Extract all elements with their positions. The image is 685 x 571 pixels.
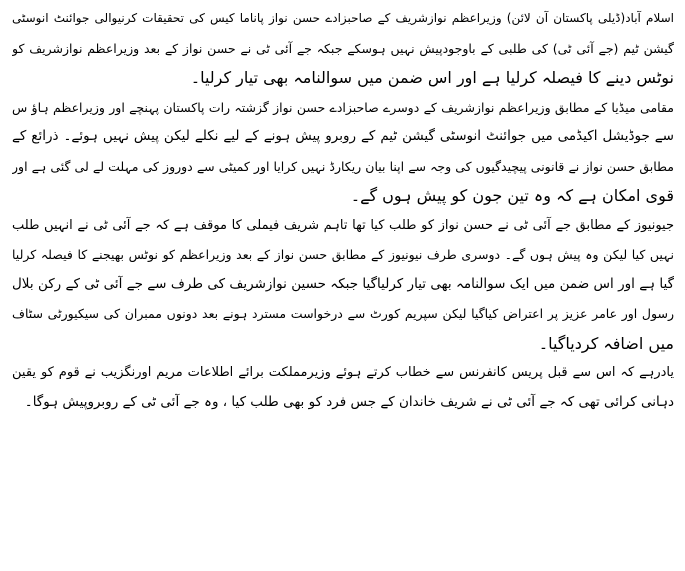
text-line: مطابق حسن نواز نے قانونی پیچیدگیوں کی وجہ سے اپنا بیان ریکارڈ نہیں کرایا اور کمیٹی سے دوروز کی مہلت لے لی گئی ہے اور <box>12 158 674 174</box>
text-line: سے جوڈیشل اکیڈمی میں جوائنٹ انوسٹی گیشن ٹیم کے روبرو پیش ہونے کے لیے نکلے لیکن پیش نہیں ہوئے۔ ذرائع کے <box>12 128 674 144</box>
text-line: یادرہے کہ اس سے قبل پریس کانفرنس سے خطاب کرتے ہوئے وزیرمملکت برائے اطلاعات مریم اورنگزیب نے قوم کو یقین <box>12 365 674 380</box>
article-paragraph <box>12 211 674 359</box>
article-paragraph <box>12 93 674 211</box>
text-line: گیشن ٹیم (جے آئی ٹی) کی طلبی کے باوجودپیش نہیں ہوسکے جبکہ جے آئی ٹی نے حسن نواز کے بعد وزیراعظم نوازشریف کو <box>12 40 674 56</box>
text-line: دہانی کرائی تھی کہ جے آئی ٹی نے شریف خاندان کے جس فرد کو بھی طلب کیا ، وہ جے آئی ٹی کے روبروپیش ہوگا۔ <box>24 393 674 410</box>
text-line: جیونیوز کے مطابق جے آئی ٹی نے حسن نواز کو طلب کیا تھا تاہم شریف فیملی کا موقف ہے کہ جے آئی ٹی نے انہیں طلب <box>12 217 674 233</box>
text-line: اسلام آباد(ڈیلی پاکستان آن لائن) وزیراعظم نوازشریف کے صاحبزادے حسن نواز پاناما کیس کی تحقیقات کرنیوالی جوائنٹ انوسٹی <box>12 11 674 25</box>
text-line: مقامی میڈیا کے مطابق وزیراعظم نوازشریف کے دوسرے صاحبزادے حسن نواز گزشتہ رات پاکستان پہنچے اور وزیراعظم ہاؤ س <box>12 99 674 115</box>
article-paragraph <box>12 358 674 417</box>
text-line: نہیں کیا لیکن وہ پیش ہوں گے۔ دوسری طرف نیونیوز کے مطابق حسن نواز کے بعد وزیراعظم کو نوٹس بھیجنے کا فیصلہ کرلیا <box>12 247 674 262</box>
text-line: گیا ہے اور اس ضمن میں ایک سوالنامہ بھی تیار کرلیاگیا جبکہ حسین نوازشریف کی طرف سے جے آئی ٹی کے رکن بلال <box>12 275 674 292</box>
text-line: نوٹس دینے کا فیصلہ کرلیا ہے اور اس ضمن میں سوالنامہ بھی تیار کرلیا۔ <box>190 68 674 87</box>
text-line: رسول اور عامر عزیز پر اعتراض کیاگیا لیکن سپریم کورٹ سے درخواست مسترد ہونے بعد دونوں ممبران کی سیکیورٹی سٹاف <box>12 306 674 321</box>
text-line: میں اضافہ کردیاگیا۔ <box>538 333 674 353</box>
news-article <box>12 4 674 417</box>
text-line: قوی امکان ہے کہ وہ تین جون کو پیش ہوں گے۔ <box>350 186 674 205</box>
article-paragraph <box>12 4 674 93</box>
